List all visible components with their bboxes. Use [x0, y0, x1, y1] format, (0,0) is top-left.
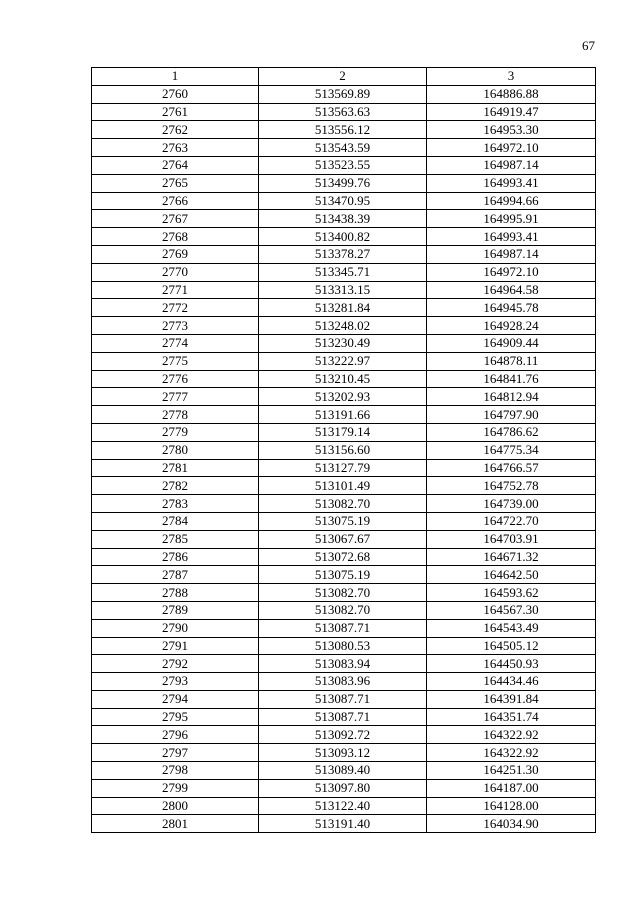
y-coordinate-cell: 164909.44	[427, 334, 596, 352]
x-coordinate-cell: 513523.55	[259, 156, 427, 174]
x-coordinate-cell: 513075.19	[259, 566, 427, 584]
table-row	[92, 192, 596, 210]
point-number-cell: 2769	[92, 245, 259, 263]
point-number-cell: 2780	[92, 441, 259, 459]
table-row	[92, 762, 596, 780]
x-coordinate-cell: 513210.45	[259, 370, 427, 388]
x-coordinate-cell: 513082.70	[259, 584, 427, 602]
y-coordinate-cell: 164878.11	[427, 352, 596, 370]
y-coordinate-cell: 164953.30	[427, 121, 596, 139]
table-row	[92, 245, 596, 263]
point-number-cell: 2800	[92, 797, 259, 815]
point-number-cell: 2797	[92, 744, 259, 762]
point-number-cell: 2768	[92, 228, 259, 246]
y-coordinate-cell: 164322.92	[427, 726, 596, 744]
table-row	[92, 655, 596, 673]
x-coordinate-cell: 513191.66	[259, 406, 427, 424]
table-row	[92, 548, 596, 566]
y-coordinate-cell: 164642.50	[427, 566, 596, 584]
x-coordinate-cell: 513281.84	[259, 299, 427, 317]
table-row	[92, 690, 596, 708]
table-row	[92, 210, 596, 228]
x-coordinate-cell: 513569.89	[259, 85, 427, 103]
table-row	[92, 281, 596, 299]
point-number-cell: 2781	[92, 459, 259, 477]
y-coordinate-cell: 164752.78	[427, 477, 596, 495]
x-coordinate-cell: 513072.68	[259, 548, 427, 566]
point-number-cell: 2777	[92, 388, 259, 406]
point-number-cell: 2799	[92, 779, 259, 797]
x-coordinate-cell: 513556.12	[259, 121, 427, 139]
x-coordinate-cell: 513089.40	[259, 762, 427, 780]
x-coordinate-cell: 513093.12	[259, 744, 427, 762]
x-coordinate-cell: 513083.96	[259, 673, 427, 691]
y-coordinate-cell: 164391.84	[427, 690, 596, 708]
table-row	[92, 85, 596, 103]
point-number-cell: 2783	[92, 495, 259, 513]
table-row	[92, 815, 596, 833]
x-coordinate-cell: 513087.71	[259, 690, 427, 708]
y-coordinate-cell: 164993.41	[427, 228, 596, 246]
x-coordinate-cell: 513563.63	[259, 103, 427, 121]
y-coordinate-cell: 164987.14	[427, 245, 596, 263]
x-coordinate-cell: 513087.71	[259, 619, 427, 637]
point-number-cell: 2798	[92, 762, 259, 780]
page-number: 67	[582, 38, 595, 53]
point-number-cell: 2788	[92, 584, 259, 602]
column-header-1: 1	[92, 68, 259, 86]
y-coordinate-cell: 164995.91	[427, 210, 596, 228]
x-coordinate-cell: 513191.40	[259, 815, 427, 833]
y-coordinate-cell: 164703.91	[427, 530, 596, 548]
point-number-cell: 2801	[92, 815, 259, 833]
point-number-cell: 2771	[92, 281, 259, 299]
table-row	[92, 388, 596, 406]
table-row	[92, 103, 596, 121]
table-row	[92, 726, 596, 744]
x-coordinate-cell: 513092.72	[259, 726, 427, 744]
table-row	[92, 139, 596, 157]
y-coordinate-cell: 164972.10	[427, 263, 596, 281]
y-coordinate-cell: 164919.47	[427, 103, 596, 121]
x-coordinate-cell: 513075.19	[259, 512, 427, 530]
x-coordinate-cell: 513400.82	[259, 228, 427, 246]
y-coordinate-cell: 164543.49	[427, 619, 596, 637]
point-number-cell: 2776	[92, 370, 259, 388]
x-coordinate-cell: 513499.76	[259, 174, 427, 192]
y-coordinate-cell: 164886.88	[427, 85, 596, 103]
table-row	[92, 352, 596, 370]
table-row	[92, 601, 596, 619]
table-row	[92, 512, 596, 530]
x-coordinate-cell: 513101.49	[259, 477, 427, 495]
column-header-2: 2	[259, 68, 427, 86]
point-number-cell: 2761	[92, 103, 259, 121]
x-coordinate-cell: 513080.53	[259, 637, 427, 655]
y-coordinate-cell: 164786.62	[427, 423, 596, 441]
point-number-cell: 2765	[92, 174, 259, 192]
point-number-cell: 2767	[92, 210, 259, 228]
table-row	[92, 637, 596, 655]
point-number-cell: 2760	[92, 85, 259, 103]
point-number-cell: 2778	[92, 406, 259, 424]
x-coordinate-cell: 513156.60	[259, 441, 427, 459]
coordinates-table	[91, 67, 596, 833]
y-coordinate-cell: 164322.92	[427, 744, 596, 762]
table-row	[92, 477, 596, 495]
table-row	[92, 441, 596, 459]
y-coordinate-cell: 164505.12	[427, 637, 596, 655]
point-number-cell: 2796	[92, 726, 259, 744]
table-row	[92, 459, 596, 477]
table-row	[92, 584, 596, 602]
point-number-cell: 2785	[92, 530, 259, 548]
table-row	[92, 744, 596, 762]
x-coordinate-cell: 513202.93	[259, 388, 427, 406]
point-number-cell: 2775	[92, 352, 259, 370]
table-header	[92, 68, 596, 86]
table-row	[92, 174, 596, 192]
x-coordinate-cell: 513222.97	[259, 352, 427, 370]
point-number-cell: 2762	[92, 121, 259, 139]
y-coordinate-cell: 164964.58	[427, 281, 596, 299]
x-coordinate-cell: 513087.71	[259, 708, 427, 726]
point-number-cell: 2786	[92, 548, 259, 566]
point-number-cell: 2787	[92, 566, 259, 584]
y-coordinate-cell: 164945.78	[427, 299, 596, 317]
table-row	[92, 334, 596, 352]
y-coordinate-cell: 164775.34	[427, 441, 596, 459]
y-coordinate-cell: 164994.66	[427, 192, 596, 210]
y-coordinate-cell: 164841.76	[427, 370, 596, 388]
point-number-cell: 2763	[92, 139, 259, 157]
table-row	[92, 228, 596, 246]
y-coordinate-cell: 164722.70	[427, 512, 596, 530]
x-coordinate-cell: 513083.94	[259, 655, 427, 673]
x-coordinate-cell: 513179.14	[259, 423, 427, 441]
table-row	[92, 406, 596, 424]
y-coordinate-cell: 164812.94	[427, 388, 596, 406]
x-coordinate-cell: 513082.70	[259, 495, 427, 513]
point-number-cell: 2791	[92, 637, 259, 655]
x-coordinate-cell: 513313.15	[259, 281, 427, 299]
y-coordinate-cell: 164434.46	[427, 673, 596, 691]
point-number-cell: 2782	[92, 477, 259, 495]
x-coordinate-cell: 513248.02	[259, 317, 427, 335]
y-coordinate-cell: 164187.00	[427, 779, 596, 797]
point-number-cell: 2774	[92, 334, 259, 352]
point-number-cell: 2784	[92, 512, 259, 530]
x-coordinate-cell: 513470.95	[259, 192, 427, 210]
table-row	[92, 619, 596, 637]
table-row	[92, 797, 596, 815]
point-number-cell: 2773	[92, 317, 259, 335]
point-number-cell: 2790	[92, 619, 259, 637]
point-number-cell: 2789	[92, 601, 259, 619]
y-coordinate-cell: 164987.14	[427, 156, 596, 174]
column-header-3: 3	[427, 68, 596, 86]
y-coordinate-cell: 164928.24	[427, 317, 596, 335]
table-row	[92, 495, 596, 513]
x-coordinate-cell: 513543.59	[259, 139, 427, 157]
y-coordinate-cell: 164593.62	[427, 584, 596, 602]
x-coordinate-cell: 513230.49	[259, 334, 427, 352]
point-number-cell: 2770	[92, 263, 259, 281]
table-row	[92, 121, 596, 139]
y-coordinate-cell: 164034.90	[427, 815, 596, 833]
y-coordinate-cell: 164351.74	[427, 708, 596, 726]
header-row	[92, 68, 596, 86]
table-row	[92, 370, 596, 388]
y-coordinate-cell: 164128.00	[427, 797, 596, 815]
table-row	[92, 708, 596, 726]
point-number-cell: 2794	[92, 690, 259, 708]
table-row	[92, 156, 596, 174]
x-coordinate-cell: 513122.40	[259, 797, 427, 815]
y-coordinate-cell: 164251.30	[427, 762, 596, 780]
y-coordinate-cell: 164993.41	[427, 174, 596, 192]
table-row	[92, 263, 596, 281]
table-body	[92, 85, 596, 832]
x-coordinate-cell: 513067.67	[259, 530, 427, 548]
x-coordinate-cell: 513127.79	[259, 459, 427, 477]
y-coordinate-cell: 164739.00	[427, 495, 596, 513]
table-row	[92, 779, 596, 797]
table-row	[92, 423, 596, 441]
table-row	[92, 530, 596, 548]
y-coordinate-cell: 164972.10	[427, 139, 596, 157]
point-number-cell: 2766	[92, 192, 259, 210]
table-row	[92, 299, 596, 317]
point-number-cell: 2792	[92, 655, 259, 673]
y-coordinate-cell: 164671.32	[427, 548, 596, 566]
y-coordinate-cell: 164797.90	[427, 406, 596, 424]
point-number-cell: 2764	[92, 156, 259, 174]
y-coordinate-cell: 164450.93	[427, 655, 596, 673]
point-number-cell: 2795	[92, 708, 259, 726]
point-number-cell: 2793	[92, 673, 259, 691]
table-row	[92, 317, 596, 335]
x-coordinate-cell: 513438.39	[259, 210, 427, 228]
x-coordinate-cell: 513378.27	[259, 245, 427, 263]
x-coordinate-cell: 513345.71	[259, 263, 427, 281]
table-row	[92, 673, 596, 691]
table-row	[92, 566, 596, 584]
y-coordinate-cell: 164766.57	[427, 459, 596, 477]
x-coordinate-cell: 513082.70	[259, 601, 427, 619]
y-coordinate-cell: 164567.30	[427, 601, 596, 619]
point-number-cell: 2779	[92, 423, 259, 441]
point-number-cell: 2772	[92, 299, 259, 317]
x-coordinate-cell: 513097.80	[259, 779, 427, 797]
